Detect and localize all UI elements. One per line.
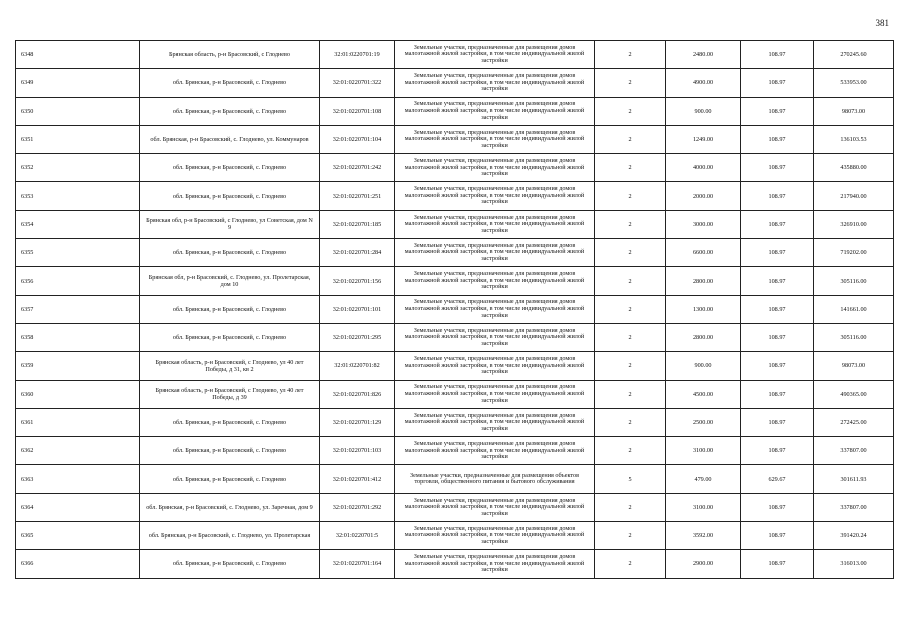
use-group-cell: 2 [595, 522, 666, 550]
cadastral-value-cell: 391420.24 [814, 522, 894, 550]
address-cell: Брянская область, р-н Брасовский, с Глоднево [140, 41, 320, 69]
address-cell: обл. Брянская, р-н Брасовский, с. Глоднево [140, 437, 320, 465]
row-number-cell: 6362 [16, 437, 140, 465]
table-row [16, 154, 894, 182]
specific-value-cell: 108.97 [741, 97, 814, 125]
cadastral-number-cell: 32:01:0220701:156 [320, 267, 395, 295]
land-use-cell: Земельные участки, предназначенные для размещения домов малоэтажной жилой застройки, в том числе индивидуальной жилой застройки [395, 380, 595, 408]
cadastral-value-cell: 316013.00 [814, 550, 894, 578]
cadastral-value-cell: 337807.00 [814, 493, 894, 521]
row-number-cell: 6354 [16, 210, 140, 238]
address-cell: обл. Брянская, р-н Брасовский, с. Глоднево [140, 97, 320, 125]
address-cell: обл. Брянская, р-н Брасовский, с. Глоднево, ул. Пролетарская [140, 522, 320, 550]
use-group-cell: 2 [595, 182, 666, 210]
row-number-cell: 6364 [16, 493, 140, 521]
use-group-cell: 2 [595, 493, 666, 521]
area-cell: 2480.00 [666, 41, 741, 69]
specific-value-cell: 108.97 [741, 295, 814, 323]
area-cell: 4900.00 [666, 69, 741, 97]
use-group-cell: 2 [595, 69, 666, 97]
address-cell: обл. Брянская, р-н Брасовский, с. Глоднево [140, 182, 320, 210]
table-row [16, 239, 894, 267]
land-use-cell: Земельные участки, предназначенные для размещения объектов торговли, общественного питания и бытового обслуживания [395, 465, 595, 493]
cadastral-number-cell: 32:01:0220701:101 [320, 295, 395, 323]
address-cell: Брянская область, р-н Брасовский, с Глоднево, ул 40 лет Победы, д 39 [140, 380, 320, 408]
use-group-cell: 2 [595, 323, 666, 351]
use-group-cell: 2 [595, 154, 666, 182]
cadastral-number-cell: 32:01:0220701:295 [320, 323, 395, 351]
area-cell: 2500.00 [666, 408, 741, 436]
cadastral-number-cell: 32:01:0220701:104 [320, 125, 395, 153]
table-row [16, 493, 894, 521]
use-group-cell: 2 [595, 550, 666, 578]
address-cell: обл. Брянская, р-н Брасовский, с. Глоднево [140, 465, 320, 493]
row-number-cell: 6353 [16, 182, 140, 210]
table-row [16, 182, 894, 210]
area-cell: 4000.00 [666, 154, 741, 182]
area-cell: 3000.00 [666, 210, 741, 238]
use-group-cell: 2 [595, 41, 666, 69]
specific-value-cell: 108.97 [741, 323, 814, 351]
table-row [16, 408, 894, 436]
cadastral-number-cell: 32:01:0220701:412 [320, 465, 395, 493]
use-group-cell: 2 [595, 125, 666, 153]
table-row [16, 437, 894, 465]
area-cell: 1249.00 [666, 125, 741, 153]
table-row [16, 69, 894, 97]
row-number-cell: 6366 [16, 550, 140, 578]
specific-value-cell: 108.97 [741, 210, 814, 238]
land-use-cell: Земельные участки, предназначенные для размещения домов малоэтажной жилой застройки, в том числе индивидуальной жилой застройки [395, 97, 595, 125]
row-number-cell: 6365 [16, 522, 140, 550]
table-row [16, 267, 894, 295]
cadastral-value-cell: 301611.93 [814, 465, 894, 493]
specific-value-cell: 108.97 [741, 550, 814, 578]
land-use-cell: Земельные участки, предназначенные для размещения домов малоэтажной жилой застройки, в том числе индивидуальной жилой застройки [395, 295, 595, 323]
address-cell: обл. Брянская, р-н Брасовский, с. Глоднево [140, 550, 320, 578]
cadastral-number-cell: 32:01:0220701:251 [320, 182, 395, 210]
row-number-cell: 6351 [16, 125, 140, 153]
table-row [16, 522, 894, 550]
cadastral-number-cell: 32:01:0220701:103 [320, 437, 395, 465]
cadastral-number-cell: 32:01:0220701:284 [320, 239, 395, 267]
cadastral-number-cell: 32:01:0220701:129 [320, 408, 395, 436]
area-cell: 900.00 [666, 97, 741, 125]
area-cell: 4500.00 [666, 380, 741, 408]
cadastral-value-cell: 337807.00 [814, 437, 894, 465]
table-row [16, 41, 894, 69]
table-row [16, 210, 894, 238]
use-group-cell: 2 [595, 239, 666, 267]
cadastral-value-cell: 305116.00 [814, 267, 894, 295]
specific-value-cell: 108.97 [741, 69, 814, 97]
use-group-cell: 2 [595, 210, 666, 238]
area-cell: 2900.00 [666, 550, 741, 578]
row-number-cell: 6355 [16, 239, 140, 267]
specific-value-cell: 108.97 [741, 239, 814, 267]
use-group-cell: 2 [595, 408, 666, 436]
table-row [16, 550, 894, 578]
use-group-cell: 2 [595, 267, 666, 295]
area-cell: 479.00 [666, 465, 741, 493]
cadastral-number-cell: 32:01:0220701:242 [320, 154, 395, 182]
land-use-cell: Земельные участки, предназначенные для размещения домов малоэтажной жилой застройки, в том числе индивидуальной жилой застройки [395, 182, 595, 210]
row-number-cell: 6352 [16, 154, 140, 182]
row-number-cell: 6359 [16, 352, 140, 380]
land-use-cell: Земельные участки, предназначенные для размещения домов малоэтажной жилой застройки, в том числе индивидуальной жилой застройки [395, 69, 595, 97]
cadastral-value-cell: 98073.00 [814, 352, 894, 380]
land-use-cell: Земельные участки, предназначенные для размещения домов малоэтажной жилой застройки, в том числе индивидуальной жилой застройки [395, 408, 595, 436]
area-cell: 3592.00 [666, 522, 741, 550]
land-use-cell: Земельные участки, предназначенные для размещения домов малоэтажной жилой застройки, в том числе индивидуальной жилой застройки [395, 154, 595, 182]
land-use-cell: Земельные участки, предназначенные для размещения домов малоэтажной жилой застройки, в том числе индивидуальной жилой застройки [395, 267, 595, 295]
address-cell: обл. Брянская, р-н Брасовский, с. Глоднево [140, 295, 320, 323]
specific-value-cell: 108.97 [741, 380, 814, 408]
cadastral-value-cell: 719202.00 [814, 239, 894, 267]
table-row [16, 465, 894, 493]
land-use-cell: Земельные участки, предназначенные для размещения домов малоэтажной жилой застройки, в том числе индивидуальной жилой застройки [395, 352, 595, 380]
row-number-cell: 6363 [16, 465, 140, 493]
table-row [16, 380, 894, 408]
row-number-cell: 6357 [16, 295, 140, 323]
cadastral-number-cell: 32:01:0220701:826 [320, 380, 395, 408]
cadastral-number-cell: 32:01:0220701:164 [320, 550, 395, 578]
table-row [16, 125, 894, 153]
land-use-cell: Земельные участки, предназначенные для размещения домов малоэтажной жилой застройки, в том числе индивидуальной жилой застройки [395, 437, 595, 465]
specific-value-cell: 108.97 [741, 522, 814, 550]
use-group-cell: 2 [595, 97, 666, 125]
specific-value-cell: 108.97 [741, 437, 814, 465]
table-row [16, 323, 894, 351]
cadastral-value-cell: 326910.00 [814, 210, 894, 238]
address-cell: обл. Брянская, р-н Брасовский, с. Глоднево [140, 154, 320, 182]
cadastral-value-cell: 98073.00 [814, 97, 894, 125]
specific-value-cell: 108.97 [741, 125, 814, 153]
specific-value-cell: 108.97 [741, 352, 814, 380]
address-cell: Брянская обл, р-н Брасовский, с. Глоднево, ул. Пролетарская, дом 10 [140, 267, 320, 295]
cadastral-number-cell: 32:01:0220701:292 [320, 493, 395, 521]
address-cell: обл. Брянская, р-н Брасовский, с. Глоднево [140, 408, 320, 436]
land-use-cell: Земельные участки, предназначенные для размещения домов малоэтажной жилой застройки, в том числе индивидуальной жилой застройки [395, 323, 595, 351]
cadastral-value-cell: 141661.00 [814, 295, 894, 323]
land-use-cell: Земельные участки, предназначенные для размещения домов малоэтажной жилой застройки, в том числе индивидуальной жилой застройки [395, 41, 595, 69]
use-group-cell: 2 [595, 437, 666, 465]
cadastral-value-table [15, 40, 894, 579]
row-number-cell: 6350 [16, 97, 140, 125]
cadastral-number-cell: 32:01:0220701:5 [320, 522, 395, 550]
row-number-cell: 6361 [16, 408, 140, 436]
row-number-cell: 6358 [16, 323, 140, 351]
area-cell: 900.00 [666, 352, 741, 380]
cadastral-value-cell: 490365.00 [814, 380, 894, 408]
table-row [16, 295, 894, 323]
specific-value-cell: 108.97 [741, 493, 814, 521]
area-cell: 6600.00 [666, 239, 741, 267]
cadastral-value-cell: 305116.00 [814, 323, 894, 351]
row-number-cell: 6349 [16, 69, 140, 97]
address-cell: обл. Брянская, р-н Брасовский, с. Глоднево, ул. Заречная, дом 9 [140, 493, 320, 521]
table-row [16, 352, 894, 380]
cadastral-value-cell: 272425.00 [814, 408, 894, 436]
cadastral-value-cell: 136103.53 [814, 125, 894, 153]
area-cell: 3100.00 [666, 493, 741, 521]
land-use-cell: Земельные участки, предназначенные для размещения домов малоэтажной жилой застройки, в том числе индивидуальной жилой застройки [395, 493, 595, 521]
cadastral-number-cell: 32:01:0220701:19 [320, 41, 395, 69]
land-use-cell: Земельные участки, предназначенные для размещения домов малоэтажной жилой застройки, в том числе индивидуальной жилой застройки [395, 522, 595, 550]
specific-value-cell: 108.97 [741, 182, 814, 210]
land-use-cell: Земельные участки, предназначенные для размещения домов малоэтажной жилой застройки, в том числе индивидуальной жилой застройки [395, 210, 595, 238]
cadastral-number-cell: 32:01:0220701:185 [320, 210, 395, 238]
area-cell: 1300.00 [666, 295, 741, 323]
specific-value-cell: 108.97 [741, 154, 814, 182]
row-number-cell: 6356 [16, 267, 140, 295]
area-cell: 2800.00 [666, 267, 741, 295]
address-cell: Брянская обл, р-н Брасовский, с Глоднево, ул Советская, дом N 9 [140, 210, 320, 238]
use-group-cell: 2 [595, 380, 666, 408]
area-cell: 2000.00 [666, 182, 741, 210]
cadastral-value-cell: 270245.60 [814, 41, 894, 69]
cadastral-number-cell: 32:01:0220701:322 [320, 69, 395, 97]
row-number-cell: 6360 [16, 380, 140, 408]
cadastral-value-cell: 435880.00 [814, 154, 894, 182]
cadastral-number-cell: 32:01:0220701:108 [320, 97, 395, 125]
land-use-cell: Земельные участки, предназначенные для размещения домов малоэтажной жилой застройки, в том числе индивидуальной жилой застройки [395, 239, 595, 267]
land-use-cell: Земельные участки, предназначенные для размещения домов малоэтажной жилой застройки, в том числе индивидуальной жилой застройки [395, 550, 595, 578]
table-row [16, 97, 894, 125]
row-number-cell: 6348 [16, 41, 140, 69]
page-number: 381 [875, 18, 889, 28]
area-cell: 2800.00 [666, 323, 741, 351]
address-cell: обл. Брянская, р-н Брасовский, с. Глоднево [140, 69, 320, 97]
address-cell: обл. Брянская, р-н Брасовский, с. Глоднево [140, 239, 320, 267]
cadastral-number-cell: 32:01:0220701:82 [320, 352, 395, 380]
address-cell: обл. Брянская, р-н Брасовский, с. Глоднево [140, 323, 320, 351]
specific-value-cell: 108.97 [741, 408, 814, 436]
specific-value-cell: 108.97 [741, 267, 814, 295]
specific-value-cell: 629.67 [741, 465, 814, 493]
table-body [16, 41, 894, 579]
use-group-cell: 2 [595, 352, 666, 380]
land-use-cell: Земельные участки, предназначенные для размещения домов малоэтажной жилой застройки, в том числе индивидуальной жилой застройки [395, 125, 595, 153]
cadastral-value-cell: 217940.00 [814, 182, 894, 210]
address-cell: обл. Брянская, р-н Брасовский, с. Глоднево, ул. Коммунаров [140, 125, 320, 153]
cadastral-value-cell: 533953.00 [814, 69, 894, 97]
address-cell: Брянская область, р-н Брасовский, с Глоднево, ул 40 лет Победы, д 31, кв 2 [140, 352, 320, 380]
use-group-cell: 5 [595, 465, 666, 493]
area-cell: 3100.00 [666, 437, 741, 465]
use-group-cell: 2 [595, 295, 666, 323]
specific-value-cell: 108.97 [741, 41, 814, 69]
